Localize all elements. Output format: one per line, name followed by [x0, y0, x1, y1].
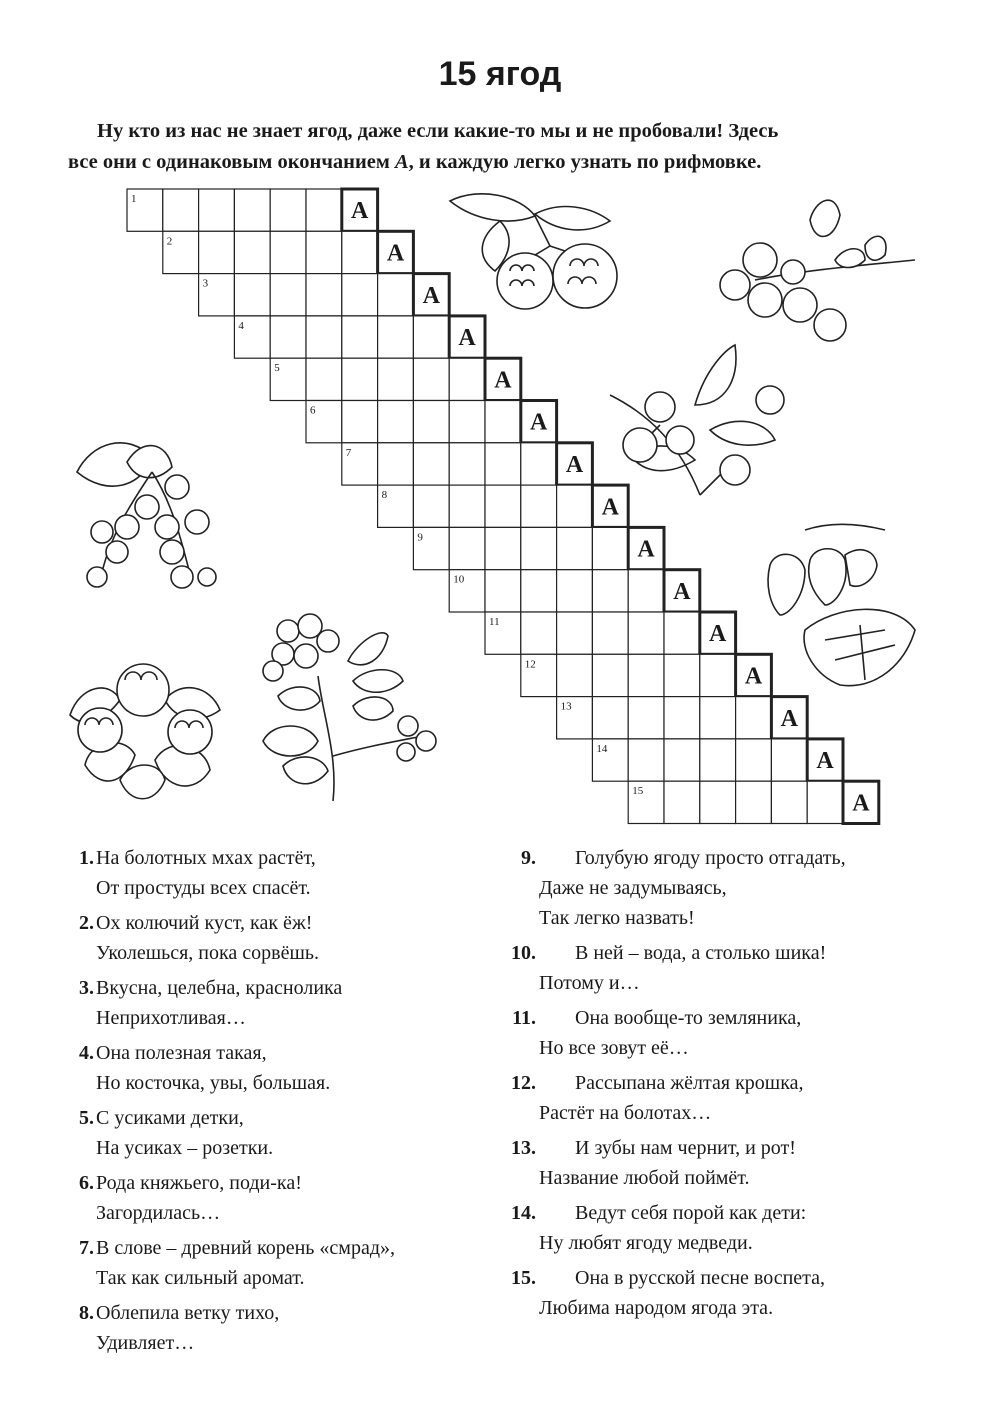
row-number: 4 [238, 319, 244, 332]
grid-cell [378, 274, 414, 316]
clue-number: 13. [511, 1137, 536, 1159]
answer-letter: А [744, 663, 763, 690]
grid-cell [270, 231, 306, 273]
clue-line: Загордилась… [96, 1202, 221, 1224]
clue-number: 9. [521, 847, 536, 869]
clue-line: Даже не задумываясь, [539, 877, 727, 899]
row-number: 5 [274, 362, 280, 375]
grid-cell [700, 654, 736, 696]
grid-cell [592, 654, 628, 696]
clue-line: Потому и… [539, 972, 640, 994]
clue-number: 14. [511, 1202, 536, 1224]
clue-line: Рода княжьего, поди-ка! [96, 1172, 302, 1194]
grid-cell [521, 527, 557, 569]
answer-letter: А [637, 536, 655, 563]
clue-line: Неприхотливая… [96, 1007, 246, 1029]
clues-right-column [500, 843, 940, 1328]
grid-cell [485, 527, 521, 569]
clue-item [500, 1198, 940, 1258]
grid-cell [557, 654, 593, 696]
clue-line: От простуды всех спасёт. [96, 877, 311, 899]
grid-cell [413, 358, 449, 400]
answer-letter: А [601, 494, 619, 521]
clue-number: 2. [79, 912, 94, 934]
grid-cell [270, 316, 306, 358]
grid-cell [628, 612, 664, 654]
row-number: 2 [166, 235, 173, 248]
grid-cell [449, 443, 485, 485]
grid-cell [628, 570, 664, 612]
clue-number: 7. [79, 1237, 94, 1259]
grid-cell [199, 231, 235, 273]
clue-line: Рассыпана жёлтая крошка, [575, 1072, 804, 1094]
answer-letter: А [351, 198, 369, 225]
answer-letter: А [458, 325, 476, 352]
row-number: 3 [202, 277, 209, 290]
answer-letter: А [709, 621, 727, 648]
grid-cell [449, 401, 485, 443]
grid-cell [592, 697, 628, 739]
blueberry-illustration [715, 190, 925, 355]
clue-item [60, 1233, 480, 1293]
grid-cell [664, 739, 700, 781]
clue-number: 3. [79, 977, 94, 999]
grid-cell [628, 697, 664, 739]
row-number: 10 [453, 573, 465, 586]
clue-number: 1. [79, 847, 94, 869]
clue-number: 15. [511, 1267, 536, 1289]
grid-cell [628, 654, 664, 696]
grid-cell [342, 231, 378, 273]
grid-cell [234, 274, 270, 316]
clue-item [500, 1133, 940, 1193]
clue-number: 5. [79, 1107, 94, 1129]
raspberry-illustration [440, 186, 640, 341]
clue-line: В ней – вода, а столько шика! [575, 942, 827, 964]
grid-cell [485, 443, 521, 485]
grid-cell [592, 527, 628, 569]
clue-line: Она вообще-то земляника, [575, 1007, 802, 1029]
grid-cell [234, 231, 270, 273]
clue-line: И зубы нам чернит, и рот! [575, 1137, 796, 1159]
grid-cell [700, 739, 736, 781]
clue-line: Так как сильный аромат. [96, 1267, 305, 1289]
grid-cell [306, 189, 342, 231]
clue-line: На болотных мхах растёт, [96, 847, 316, 869]
answer-letter: А [386, 240, 405, 267]
grid-cell [557, 527, 593, 569]
row-number: 12 [524, 658, 536, 671]
grid-cell [557, 570, 593, 612]
clue-number: 11. [512, 1007, 536, 1029]
clue-item [500, 843, 940, 933]
grid-cell [413, 485, 449, 527]
grid-cell [342, 401, 378, 443]
row-number: 6 [310, 404, 316, 417]
grid-cell [342, 358, 378, 400]
grid-cell [163, 189, 199, 231]
answer-letter: А [530, 409, 548, 436]
clue-number: 10. [511, 942, 536, 964]
grid-cell [306, 274, 342, 316]
grid-cell [664, 612, 700, 654]
grid-cell [771, 781, 807, 823]
answer-letter: А [816, 748, 834, 775]
clue-line: Ну любят ягоду медведи. [539, 1232, 753, 1254]
currant-illustration [72, 432, 232, 602]
intro-line-1: Ну кто из нас не знает ягод, даже если какие-то мы и не пробовали! Здесь [97, 120, 779, 142]
intro-ending-letter: А [394, 151, 409, 173]
clue-number: 6. [79, 1172, 94, 1194]
clues-left-column [60, 843, 480, 1363]
answer-letter: А [422, 282, 440, 309]
grid-cell [378, 401, 414, 443]
clue-item [60, 1168, 480, 1228]
clue-line: Но все зовут её… [539, 1037, 689, 1059]
strawberry-illustration [765, 520, 925, 705]
grid-cell [449, 485, 485, 527]
grid-cell [485, 570, 521, 612]
grid-cell [306, 316, 342, 358]
grid-cell [557, 612, 593, 654]
clue-item [60, 1298, 480, 1358]
clue-number: 12. [511, 1072, 536, 1094]
grid-cell [521, 443, 557, 485]
grid-cell [378, 358, 414, 400]
clue-item [500, 1263, 940, 1323]
grid-cell [306, 358, 342, 400]
grid-cell [521, 570, 557, 612]
clue-item [500, 1003, 940, 1063]
grid-cell [664, 781, 700, 823]
grid-cell [270, 274, 306, 316]
grid-cell [736, 781, 772, 823]
grid-cell [413, 401, 449, 443]
row-number: 1 [131, 193, 137, 205]
clue-item [60, 843, 480, 903]
grid-cell [700, 781, 736, 823]
row-number: 15 [632, 785, 644, 798]
grid-cell [413, 443, 449, 485]
clue-line: Растёт на болотах… [539, 1102, 712, 1124]
clue-line: Облепила ветку тихо, [96, 1302, 280, 1324]
grid-cell [485, 485, 521, 527]
clue-item [500, 938, 940, 998]
grid-cell [342, 316, 378, 358]
clue-line: Название любой поймёт. [539, 1167, 750, 1189]
grid-cell [199, 189, 235, 231]
lingonberry-illustration [258, 606, 443, 811]
clue-item [500, 1068, 940, 1128]
grid-cell [449, 527, 485, 569]
row-number: 8 [381, 489, 388, 502]
grid-cell [378, 443, 414, 485]
grid-cell [592, 570, 628, 612]
clue-item [60, 1103, 480, 1163]
grid-cell [521, 485, 557, 527]
grid-cell [592, 612, 628, 654]
answer-letter: А [780, 705, 798, 732]
grid-cell [664, 654, 700, 696]
clue-number: 8. [79, 1302, 94, 1324]
grid-cell [378, 316, 414, 358]
intro-line-2-end: , и каждую легко узнать по рифмовке. [408, 151, 762, 173]
clue-line: Голубую ягоду просто отгадать, [575, 847, 846, 869]
clue-line: Вкусна, целебна, краснолика [96, 977, 343, 999]
row-number: 14 [596, 742, 608, 755]
clue-line: Любима народом ягода эта. [539, 1297, 774, 1319]
clue-line: Но косточка, увы, большая. [96, 1072, 331, 1094]
grid-cell [449, 358, 485, 400]
grid-cell [771, 739, 807, 781]
row-number: 7 [345, 446, 352, 459]
grid-cell [521, 612, 557, 654]
grid-cell [485, 401, 521, 443]
grid-cell [628, 739, 664, 781]
answer-letter: А [852, 790, 870, 817]
clue-line: Так легко назвать! [539, 907, 695, 929]
blackberry-illustration [600, 345, 800, 520]
clue-number: 4. [79, 1042, 94, 1064]
clue-line: Уколешься, пока сорвёшь. [96, 942, 320, 964]
row-number: 9 [417, 531, 423, 544]
row-number: 11 [489, 616, 500, 628]
answer-letter: А [494, 367, 512, 394]
grid-cell [306, 231, 342, 273]
clue-item [60, 973, 480, 1033]
page-title: 15 ягод [438, 55, 562, 93]
intro-line-2-start: все они с одинаковым окончанием [68, 151, 395, 173]
clue-line: Она полезная такая, [96, 1042, 267, 1064]
clue-line: Она в русской песне воспета, [575, 1267, 826, 1289]
grid-cell [664, 697, 700, 739]
grid-cell [700, 697, 736, 739]
clue-item [60, 1038, 480, 1098]
answer-letter: А [673, 578, 691, 605]
grid-cell [807, 781, 843, 823]
clue-item [60, 908, 480, 968]
clue-line: Ведут себя порой как дети: [575, 1202, 807, 1224]
grid-cell [557, 485, 593, 527]
clue-line: В слове – древний корень «смрад», [96, 1237, 395, 1259]
grid-cell [342, 274, 378, 316]
row-number: 13 [560, 700, 572, 713]
grid-cell [234, 189, 270, 231]
clue-line: Ох колючий куст, как ёж! [96, 912, 313, 934]
clue-line: На усиках – розетки. [96, 1137, 274, 1159]
grid-cell [270, 189, 306, 231]
answer-letter: А [565, 451, 584, 478]
grid-cell [736, 739, 772, 781]
cloudberry-illustration [65, 660, 225, 815]
clue-line: С усиками детки, [96, 1107, 244, 1129]
clue-line: Удивляет… [96, 1332, 195, 1354]
